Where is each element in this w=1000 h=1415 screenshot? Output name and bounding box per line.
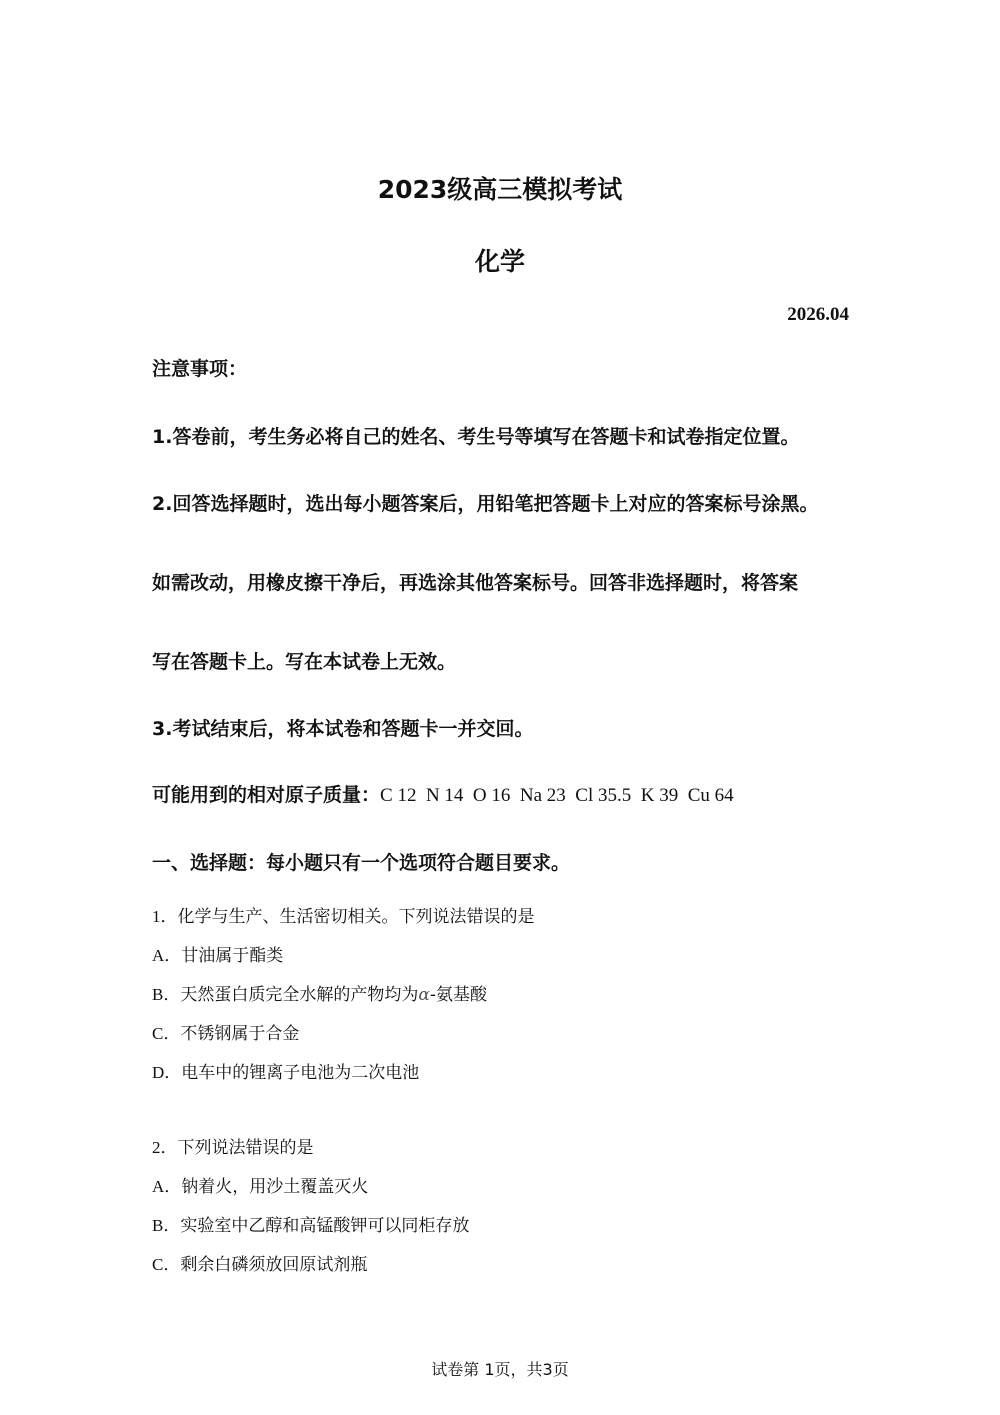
- question-1-option-d: [152, 1058, 419, 1083]
- option-text: 天然蛋白质完全水解的产物均为: [180, 985, 419, 1005]
- question-1-option-b: [152, 980, 487, 1005]
- option-label: B．: [152, 1216, 181, 1235]
- question-stem: 下列说法错误的是: [177, 1138, 314, 1158]
- subject-title: 化学: [474, 247, 525, 276]
- option-label: B．: [152, 985, 181, 1004]
- note-item-2-line-2: 如需改动，用橡皮擦干净后，再选涂其他答案标号。回答非选择题时，将答案: [152, 572, 799, 594]
- alpha-symbol: α: [418, 985, 430, 1005]
- atomic-mass-line: [152, 780, 734, 807]
- note-item-1: 1.答卷前，考生务必将自己的姓名、考生号等填写在答题卡和试卷指定位置。: [152, 426, 800, 448]
- question-number: 1．: [152, 907, 178, 926]
- question-2-option-a: [152, 1172, 368, 1197]
- question-1-option-a: [152, 941, 283, 966]
- question-1-option-c: [152, 1019, 299, 1044]
- option-label: C．: [152, 1024, 181, 1043]
- note-item-3: 3.考试结束后，将本试卷和答题卡一并交回。: [152, 718, 534, 740]
- note-item-2-line-3: 写在答题卡上。写在本试卷上无效。: [152, 651, 457, 673]
- option-text: 实验室中乙醇和高锰酸钾可以同柜存放: [180, 1216, 470, 1236]
- atomic-mass-label: 可能用到的相对原子质量：: [152, 784, 381, 806]
- option-label: C．: [152, 1255, 181, 1274]
- notes-heading: 注意事项：: [152, 358, 248, 380]
- question-1-stem: [152, 902, 535, 927]
- question-2-stem: [152, 1133, 314, 1158]
- exam-title: 2023级高三模拟考试: [377, 175, 623, 204]
- option-text: 剩余白磷须放回原试剂瓶: [180, 1255, 368, 1275]
- option-text: 电车中的锂离子电池为二次电池: [181, 1063, 420, 1083]
- note-item-2-line-1: 2.回答选择题时，选出每小题答案后，用铅笔把答题卡上对应的答案标号涂黑。: [152, 493, 819, 515]
- option-text-suffix: -氨基酸: [429, 985, 487, 1005]
- section-1-heading: 一、选择题：每小题只有一个选项符合题目要求。: [152, 852, 571, 874]
- option-label: A．: [152, 1177, 182, 1196]
- question-stem: 化学与生产、生活密切相关。下列说法错误的是: [177, 907, 535, 927]
- option-label: D．: [152, 1063, 182, 1082]
- option-label: A．: [152, 946, 182, 965]
- question-2-option-c: [152, 1250, 367, 1275]
- atomic-mass-values: C 12 N 14 O 16 Na 23 Cl 35.5 K 39 Cu 64: [380, 785, 734, 806]
- option-text: 不锈钢属于合金: [180, 1024, 300, 1044]
- page-footer: 试卷第 1页，共3页: [431, 1360, 569, 1379]
- exam-date: 2026.04: [787, 304, 849, 325]
- option-text: 钠着火，用沙土覆盖灭火: [181, 1177, 369, 1197]
- question-2-option-b: [152, 1211, 469, 1236]
- question-number: 2．: [152, 1138, 178, 1157]
- option-text: 甘油属于酯类: [181, 946, 284, 966]
